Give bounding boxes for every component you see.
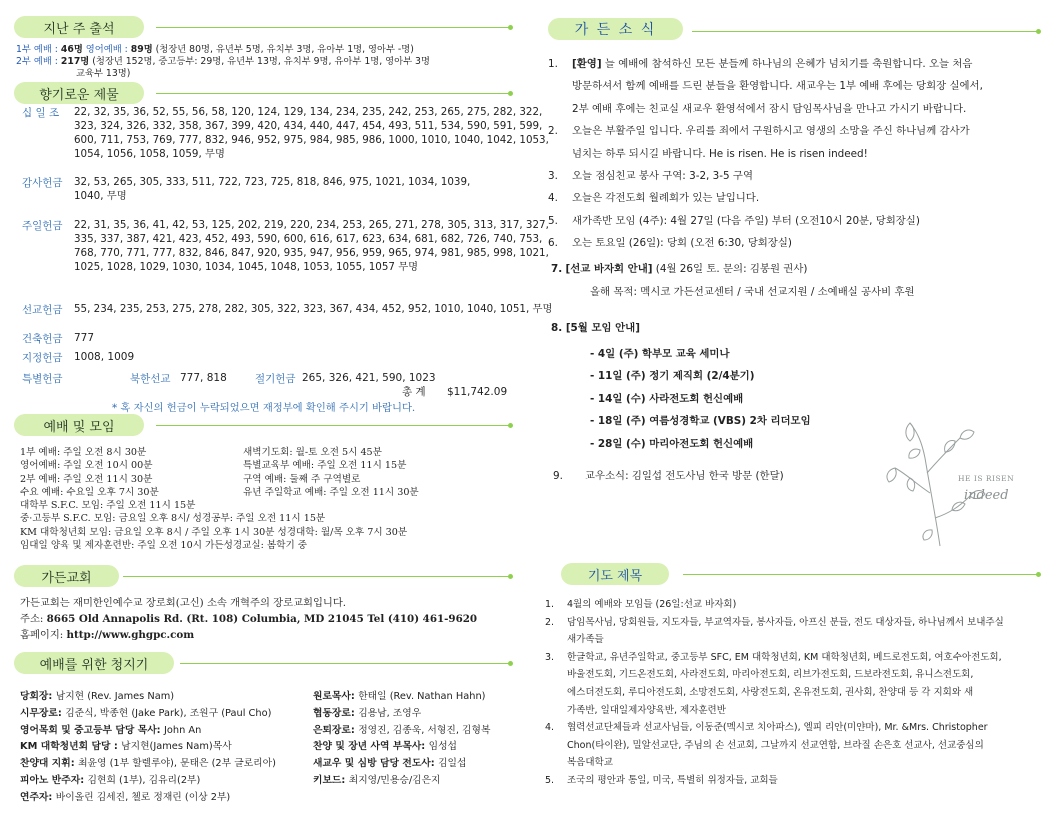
prayer-item: 4. 협력선교단체들과 선교사님들, 이동준(멕시코 치아파스), 엘피 리안(미얀마), Mr. &Mrs. Christopher Chon(타이완), 밀알선교단, 주님의 손 선교회, 그날까지 선교연합, 브라질 손은호 선교사, 선교중심의 복음대학교 xyxy=(545,722,988,769)
news-item-9: 9. 교우소식: 김일섭 전도사님 한국 방문 (한달) xyxy=(553,470,784,482)
thanks-label: 감사헌금 xyxy=(22,177,63,189)
prayer-item: 2. 담임목사님, 당회원들, 지도자들, 부교역자들, 봉사자들, 아프신 분들, 전도 대상자들, 하나님께서 보내주실 새가족들 xyxy=(545,616,1004,646)
worship-item: 임대일 양육 및 제자훈련반: 주일 오전 10시 가든성경교실: 봄학기 중 xyxy=(20,540,308,552)
art-caption-1: HE IS RISEN xyxy=(958,474,1015,483)
staff-entry: 협동장로: 김용남, 조영우 xyxy=(313,707,422,719)
divider-dot xyxy=(1036,29,1041,34)
may-meeting-item: - 11일 (주) 정기 제직회 (2/4분기) xyxy=(590,370,755,383)
church-description: 가든교회는 재미한인예수교 장로회(고신) 소속 개혁주의 장로교회입니다. xyxy=(20,597,347,609)
divider-dot xyxy=(508,25,513,30)
news-header xyxy=(548,18,683,40)
news-item-7-detail: 올해 목적: 멕시코 가든선교센터 / 국내 선교지원 / 소예배실 공사비 후원 xyxy=(590,286,915,298)
easter-branch-illustration xyxy=(880,418,1040,548)
may-meeting-item: - 4일 (주) 학부모 교육 세미나 xyxy=(590,348,730,360)
divider-dot xyxy=(1036,572,1041,577)
total-amount: $11,742.09 xyxy=(447,386,508,398)
worship-item: 구역 예배: 둘째 주 구역별로 xyxy=(243,473,361,485)
attendance-title: 지난 주 출석 xyxy=(14,16,144,38)
staff-entry: 시무장로: 김준식, 박종현 (Jake Park), 조원구 (Paul Cho) xyxy=(20,707,272,719)
staff-entry: 은퇴장로: 정영진, 김종욱, 서형진, 김형복 xyxy=(313,724,491,736)
worship-header xyxy=(14,414,144,436)
building-list: 777 xyxy=(74,332,95,344)
seasonal-list: 265, 326, 421, 590, 1023 xyxy=(302,372,436,384)
seasonal-label: 절기헌금 xyxy=(255,373,296,385)
worship-item: 특별교육부 예배: 주일 오전 11시 15분 xyxy=(243,460,407,472)
branch-icon xyxy=(880,418,1040,548)
news-item: 6. 오는 토요일 (26일): 당회 (오전 6:30, 당회장실) xyxy=(548,237,792,250)
divider xyxy=(683,574,1038,575)
may-meeting-item: - 28일 (수) 마리아전도회 헌신예배 xyxy=(590,437,754,450)
news-item: 2. 오늘은 부활주일 입니다. 우리를 죄에서 구원하시고 영생의 소망을 주신 하나님께 감사가 넘치는 하루 되시길 바랍니다. He is risen. He is risen indeed! xyxy=(548,125,970,160)
offering-header xyxy=(14,82,144,104)
church-header xyxy=(14,565,119,587)
divider xyxy=(692,31,1038,32)
staff-entry: 영어목회 및 중고등부 담당 목사: John An xyxy=(20,724,202,736)
prayer-item: 1. 4월의 예배와 모임들 (26일:선교 바자회) xyxy=(545,599,737,610)
divider xyxy=(156,93,510,94)
staff-header xyxy=(14,652,174,674)
nk-mission-list: 777, 818 xyxy=(180,372,227,384)
offering-title: 향기로운 제물 xyxy=(14,82,144,104)
staff-right-list xyxy=(313,689,490,790)
worship-item: 새벽기도회: 월-토 오전 5시 45분 xyxy=(243,447,382,458)
staff-entry: 키보드: 최지영/민용승/김은지 xyxy=(313,774,441,786)
news-item-7: 7. [선교 바자회 안내] (4월 26일 토. 문의: 김봉원 권사) xyxy=(551,263,808,275)
divider xyxy=(180,663,510,664)
attendance-service-2-cont: 교육부 13명) xyxy=(76,68,131,79)
staff-title: 예배를 위한 청지기 xyxy=(14,652,174,674)
building-label: 건축헌금 xyxy=(22,333,63,345)
divider-dot xyxy=(508,423,513,428)
divider xyxy=(156,425,510,426)
staff-entry: 당회장: 남지현 (Rev. James Nam) xyxy=(20,691,175,702)
staff-entry: 피아노 반주자: 김현희 (1부), 김유리(2부) xyxy=(20,774,201,786)
attendance-service-1: 1부 예배 : 46명 영어예배 : 89명 (청장년 80명, 유년부 5명, 유치부 3명, 유아부 1명, 영아부 -명) xyxy=(16,44,414,55)
mission-list: 55, 234, 235, 253, 275, 278, 282, 305, 322, 323, 367, 434, 452, 952, 1010, 1040, 1051, 무명 xyxy=(74,303,553,315)
worship-item: 대학부 S.F.C. 모임: 주일 오전 11시 15분 xyxy=(20,500,196,512)
thanks-list: 32, 53, 265, 305, 333, 511, 722, 723, 725, 818, 846, 975, 1021, 1034, 1039, 1040, 무명 xyxy=(74,176,471,202)
designated-list: 1008, 1009 xyxy=(74,351,135,363)
worship-item: 영어예배: 주일 오전 10시 00분 xyxy=(20,460,153,472)
may-meeting-item: - 14일 (수) 사라전도회 헌신예배 xyxy=(590,392,744,405)
may-meeting-item: - 18일 (주) 여름성경학교 (VBS) 2차 리더모임 xyxy=(590,415,811,428)
attendance-service-2: 2부 예배 : 217명 (청장년 152명, 중고등부: 29명, 유년부 13명, 유치부 9명, 유아부 1명, 영아부 3명 xyxy=(16,56,430,67)
worship-title: 예배 및 모임 xyxy=(14,414,144,436)
sunday-list: 22, 31, 35, 36, 41, 42, 53, 125, 202, 219, 220, 234, 253, 265, 271, 278, 305, 313, 317, 327, 335, 337, 387, 421, 423, 452, 493, 590, 600, 616, 617, 623, 634, 681, 682, 726, 740, 753, 768, 770, 771, 777, 832, 846, 847, 920, 935, 947, 956, 959, 965, 974, 981, 985, 998, 1021, 1025, 1028, 1029, 1030, 1034, 1045, 1048, 1053, 1055, 1057 무명 xyxy=(74,219,549,273)
church-title: 가든교회 xyxy=(14,565,119,587)
staff-entry: 연주자: 바이올린 김세진, 첼로 정재린 (이상 2부) xyxy=(20,791,231,803)
divider-dot xyxy=(508,661,513,666)
staff-entry: 찬양대 지휘: 최윤영 (1부 할렐루야), 문태은 (2부 글로리아) xyxy=(20,758,276,770)
news-list xyxy=(548,53,983,255)
prayer-title: 기도 제목 xyxy=(561,563,669,585)
divider xyxy=(156,27,510,28)
church-website[interactable]: 홈페이지: http://www.ghgpc.com xyxy=(20,629,195,641)
worship-item: 유년 주일학교 예배: 주일 오전 11시 30분 xyxy=(243,486,419,498)
worship-item: 수요 예배: 수요일 오후 7시 30분 xyxy=(20,486,159,498)
news-item: 3. 오늘 점심친교 봉사 구역: 3-2, 3-5 구역 xyxy=(548,170,754,183)
worship-item: 1부 예배: 주일 오전 8시 30분 xyxy=(20,447,147,458)
divider-dot xyxy=(508,574,513,579)
nk-mission-label: 북한선교 xyxy=(130,373,171,385)
sunday-label: 주일헌금 xyxy=(22,220,63,232)
tithe-list: 22, 32, 35, 36, 52, 55, 56, 58, 120, 124, 129, 134, 234, 235, 242, 253, 265, 275, 282, 322, 323, 324, 326, 332, 358, 367, 399, 420, 434, 440, 447, 454, 493, 511, 534, 590, 591, 599, 600, 711, 753, 769, 777, 832, 946, 952, 975, 984, 985, 986, 1000, 1010, 1040, 1042, 1053, 1054, 1056, 1058, 1059, 무명 xyxy=(74,106,549,160)
tithe-label: 십 일 조 xyxy=(22,107,60,119)
special-label: 특별헌금 xyxy=(22,373,63,385)
news-item: 4. 오늘은 각전도회 월례회가 있는 날입니다. xyxy=(548,192,760,205)
divider xyxy=(123,576,510,577)
staff-entry: 원로목사: 한태일 (Rev. Nathan Hahn) xyxy=(313,691,486,702)
worship-right-list xyxy=(243,446,419,499)
staff-entry: 새교우 및 심방 담당 전도사: 김일섭 xyxy=(313,758,467,770)
offering-note: * 혹 자신의 헌금이 누락되었으면 재정부에 확인해 주시기 바랍니다. xyxy=(112,402,416,414)
staff-entry: 찬양 및 장년 사역 부목사: 임성섭 xyxy=(313,741,458,753)
news-item: 1. [환영] 늘 예배에 참석하신 모든 분들께 하나님의 은혜가 넘치기를 축원합니다. 오늘 처음 방문하셔서 함께 예배를 드린 분들을 환영합니다. 새교우는 1부 예배 후에는 당회장 실에서, 2부 예배 후에는 친교실 새교우 환영석에서 잠시 담임목사님을 만나고 가시기 바랍니다. xyxy=(548,58,983,115)
prayer-item: 3. 한글학교, 유년주일학교, 중고등부 SFC, EM 대학청년회, KM 대학청년회, 베드로전도회, 여호수아전도회, 바울전도회, 기드온전도회, 사라전도회, 마리아전도회, 리브가전도회, 드보라전도회, 유니스전도회, 에스더전도회, 루디아전도회, 소망전도회, 사랑전도회, 온유전도회, 권사회, 찬양대 등 각 지회와 새 가족반, 일대일제자양육반, 제자훈련반 xyxy=(545,651,1002,716)
may-meetings-list xyxy=(590,343,811,455)
worship-item: KM 대학청년회 모임: 금요일 오후 8시 / 주일 오후 1시 30분 성경대학: 월/목 오후 7시 30분 xyxy=(20,526,408,538)
designated-label: 지정헌금 xyxy=(22,352,63,364)
attendance-header xyxy=(14,16,144,38)
prayer-header xyxy=(561,563,669,585)
prayer-list xyxy=(545,596,1004,790)
divider-dot xyxy=(508,91,513,96)
news-item: 5. 새가족반 모임 (4주): 4월 27일 (다음 주일) 부터 (오전10시 20분, 당회장실) xyxy=(548,214,920,227)
church-address: 주소: 8665 Old Annapolis Rd. (Rt. 108) Columbia, MD 21045 Tel (410) 461-9620 xyxy=(20,613,478,625)
staff-left-list xyxy=(20,689,276,807)
art-caption-2: indeed xyxy=(964,488,1009,503)
staff-entry: KM 대학청년회 담당 : 남지현(James Nam)목사 xyxy=(20,741,232,753)
prayer-item: 5. 조국의 평안과 통일, 미국, 특별히 위정자들, 교회들 xyxy=(545,774,778,786)
news-title: 가 든 소 식 xyxy=(548,18,683,40)
worship-item: 중·고등부 S.F.C. 모임: 금요일 오후 8시/ 성경공부: 주일 오전 11시 15분 xyxy=(20,513,326,525)
mission-label: 선교헌금 xyxy=(22,304,63,316)
news-item-8: 8. [5월 모임 안내] xyxy=(551,322,640,334)
worship-item: 2부 예배: 주일 오전 11시 30분 xyxy=(20,473,153,485)
total-label: 총 계 xyxy=(402,386,426,398)
